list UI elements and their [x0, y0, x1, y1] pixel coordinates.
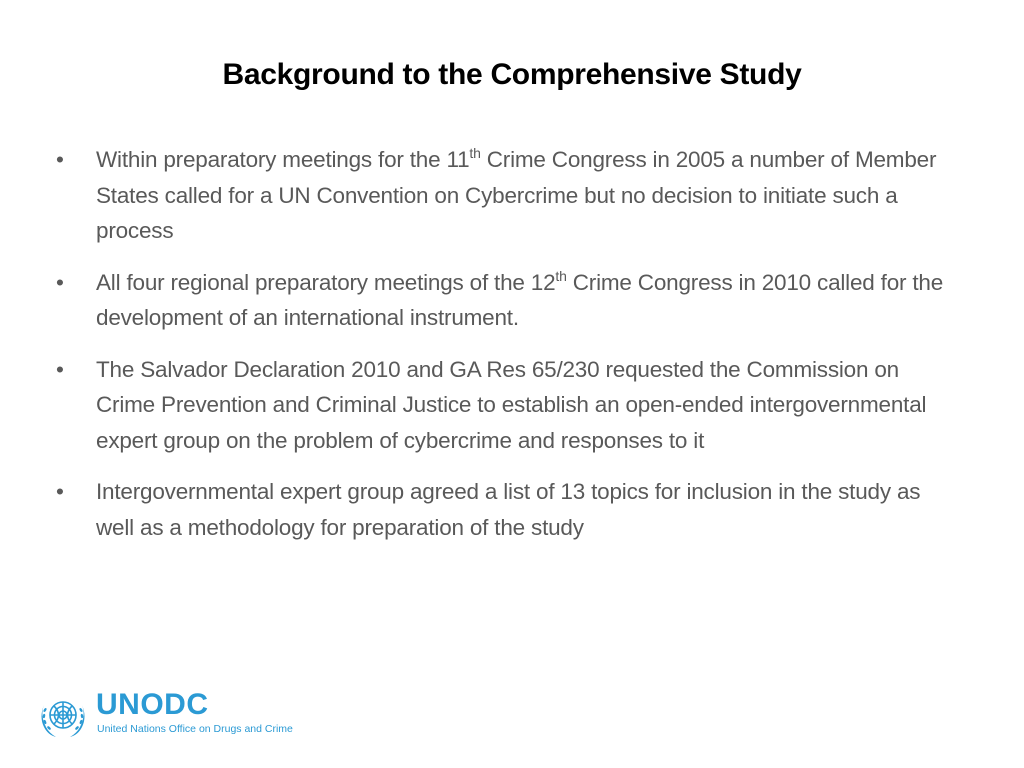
bullet-text [96, 147, 936, 243]
bullet-item [56, 265, 956, 336]
bullet-marker: • [56, 356, 64, 382]
bullet-item [56, 352, 956, 459]
bullet-marker: • [56, 269, 64, 295]
bullet-text-part: Crime Congress in 2005 a number of Member States called for a UN Convention on Cybercrime but no decision to initiate such a process [96, 147, 937, 243]
bullet-text-part: Within preparatory meetings for the 11 [96, 147, 470, 172]
logo-subtitle: United Nations Office on Drugs and Crime [97, 723, 293, 735]
bullet-text-part: All four regional preparatory meetings of the 12 [96, 269, 556, 295]
bullet-text [96, 267, 944, 331]
bullet-marker: • [56, 147, 64, 172]
unodc-logo [38, 688, 318, 744]
slide-title: Background to the Comprehensive Study [222, 58, 802, 91]
bullet-text: Intergovernmental expert group agreed a list of 13 topics for inclusion in the study as well as a methodology for preparation of the study [96, 479, 921, 540]
logo-wordmark: UNODC [96, 688, 209, 721]
bullet-text: The Salvador Declaration 2010 and GA Res 65/230 requested the Commission on Crime Prevention and Criminal Justice to establish an open-ended intergovernmental expert group on the problem of cybercrime and responses to it [96, 356, 927, 453]
bullet-text-part: Crime Congress in 2010 called for the development of an international instrument. [96, 269, 944, 330]
bullet-item [56, 142, 956, 249]
ordinal-suffix: th [469, 145, 481, 161]
un-emblem-icon [38, 691, 88, 741]
bullet-item [56, 474, 956, 545]
bullet-marker: • [56, 479, 64, 504]
bullet-list [56, 142, 956, 561]
ordinal-suffix: th [555, 267, 567, 284]
